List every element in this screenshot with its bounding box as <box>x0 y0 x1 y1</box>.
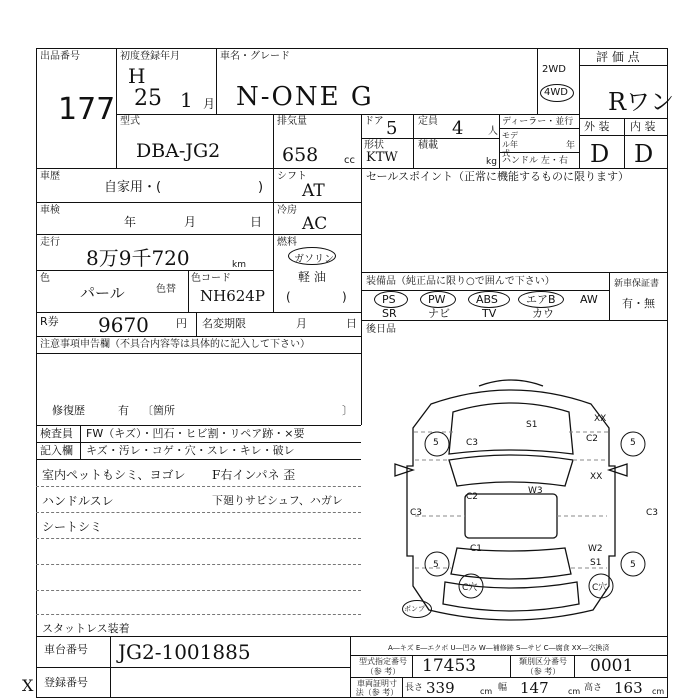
rear-items-label: 後日品 <box>366 324 396 335</box>
divider <box>361 138 499 139</box>
equipment-label: 装備品（純正品に限り○で囲んで下さい） <box>366 276 555 287</box>
equip-sr: SR <box>382 307 397 320</box>
shape-label: 形状 <box>364 140 384 151</box>
interior-label: 内 装 <box>630 120 656 133</box>
history-close: ) <box>258 180 264 195</box>
car-name-value: N-ONE G <box>236 82 374 112</box>
history-options: 自家用・( <box>104 180 162 195</box>
side-mark: X <box>22 676 34 695</box>
warranty-label: 新車保証書 <box>614 279 660 289</box>
month-unit: 月 <box>203 97 216 111</box>
class-no-value: 0001 <box>590 656 634 676</box>
note-line-4: F右インパネ 歪 <box>212 468 296 482</box>
divider <box>413 138 414 168</box>
mark-5-lf: 5 <box>433 438 439 448</box>
capacity-label: 定員 <box>418 116 438 127</box>
chassis-label: 車台番号 <box>44 643 88 656</box>
equip-airbag: エアB <box>526 293 556 306</box>
km-unit: km <box>232 260 246 270</box>
color-value: パール <box>80 284 125 302</box>
class-no-label: 類別区分番号（参 考） <box>519 657 567 676</box>
divider <box>579 135 668 136</box>
car-name-label: 車名・グレード <box>220 51 290 62</box>
equip-tv: TV <box>482 307 497 320</box>
cc-unit: cc <box>344 155 355 166</box>
shift-value: AT <box>302 181 325 201</box>
color-code-label: 色コード <box>191 273 231 284</box>
divider <box>196 312 197 336</box>
equip-abs-circle <box>468 291 510 308</box>
divider <box>361 168 362 336</box>
fw-options: FW（キズ）・凹石・ヒビ割・リペア跡・×要 <box>86 427 305 440</box>
shift-label: シフト <box>277 171 307 182</box>
aircon-value: AC <box>302 214 328 234</box>
warranty-options: 有・無 <box>622 297 655 310</box>
mark-w2-right-rear: W2 <box>588 544 603 554</box>
interior-score: D <box>634 140 654 168</box>
year-value: 25 <box>134 86 162 111</box>
note-line <box>36 486 361 487</box>
shape-value: KTW <box>366 150 398 165</box>
divider <box>499 152 579 153</box>
height-cm: cm <box>652 687 665 696</box>
width-value: 147 <box>520 679 549 697</box>
divider <box>412 655 413 677</box>
handle-label: ハンドル 左・右 <box>502 156 568 166</box>
dealer-label: ディーラー・並行 <box>502 117 574 127</box>
equip-airbag-circle <box>518 291 564 308</box>
mark-c2-left-door: C2 <box>466 492 479 502</box>
record-options: キズ・汚レ・コゲ・穴・スレ・キレ・破レ <box>86 444 295 457</box>
note-line <box>36 590 361 591</box>
equip-ps: PS <box>382 293 396 306</box>
note-line-2: ハンドルスレ <box>42 494 114 508</box>
fuel-diesel: 軽 油 <box>298 270 326 284</box>
length-value: 339 <box>426 679 455 697</box>
fuel-value: ガソリン <box>294 254 334 265</box>
yen-unit: 円 <box>176 317 187 330</box>
color-code-value: NH624P <box>200 287 265 305</box>
divider <box>609 272 610 320</box>
width-label: 幅 <box>498 683 508 693</box>
divider <box>499 114 500 168</box>
mark-xx-right-door: XX <box>590 472 603 482</box>
divider <box>579 48 580 168</box>
note-line <box>36 564 361 565</box>
model-code-value: DBA-JG2 <box>136 140 221 162</box>
divider <box>273 114 274 168</box>
divider <box>36 234 361 235</box>
divider <box>36 353 361 354</box>
mark-s1-right-rear: S1 <box>590 558 602 568</box>
r-ken-value: 9670 <box>98 313 149 337</box>
capacity-value: 4 <box>452 118 464 139</box>
fuel-paren-close: ) <box>342 290 347 304</box>
equip-ps-circle <box>374 291 408 308</box>
mark-5-rr: 5 <box>630 560 636 570</box>
year-unit: 年 <box>566 141 576 151</box>
r-ken-label: R券 <box>40 315 59 328</box>
doors-label: ドア <box>364 116 384 127</box>
name-expiry-label: 名変期限 <box>202 317 246 330</box>
divider <box>36 459 361 460</box>
exterior-label: 外 装 <box>584 120 610 133</box>
mark-c-ana-right: C穴 <box>592 583 608 593</box>
divider <box>273 168 274 312</box>
divider <box>36 442 361 443</box>
divider <box>574 655 575 677</box>
insp-year: 年 <box>124 215 137 229</box>
mark-5-lr: 5 <box>433 560 439 570</box>
fuel-paren: ( <box>286 290 291 304</box>
mark-c3-left-front: C3 <box>466 438 479 448</box>
mileage-label: 走行 <box>40 237 60 248</box>
insp-day: 日 <box>250 215 263 229</box>
divider <box>36 636 668 637</box>
note-line-5: 下廻りサビシュフ、ハガレ <box>212 494 343 507</box>
aircon-label: 冷房 <box>277 205 297 216</box>
divider <box>36 312 361 313</box>
note-line <box>36 614 361 615</box>
mark-xx-right-front: XX <box>594 414 607 424</box>
damage-legend: A―キズ E―エクボ U―凹み W―補修跡 S―サビ C―腐食 XX―交換済 <box>388 644 610 652</box>
insp-month: 月 <box>184 215 197 229</box>
exterior-score: D <box>590 140 610 168</box>
expiry-month: 月 <box>296 317 307 330</box>
height-value: 163 <box>614 679 643 697</box>
repair-ari: 有 <box>118 404 129 417</box>
spec-no-value: 17453 <box>422 656 477 676</box>
mark-5-rf: 5 <box>630 438 636 448</box>
mark-c3-left-side: C3 <box>410 508 423 518</box>
mark-c1-left-rear: C1 <box>470 544 483 554</box>
divider <box>361 114 362 168</box>
equip-pw: PW <box>428 293 446 306</box>
mark-c-ana-left: C穴 <box>462 583 478 593</box>
record-label: 記入欄 <box>40 444 73 457</box>
kg-unit: kg <box>486 157 497 167</box>
car-damage-diagram <box>361 336 668 636</box>
repair-close: 〕 <box>342 404 353 417</box>
divider <box>537 48 538 114</box>
doors-value: 5 <box>386 118 398 139</box>
persons-unit: 人 <box>488 126 498 137</box>
height-label: 高さ <box>584 683 603 693</box>
displacement-label: 排気量 <box>277 116 307 127</box>
length-cm: cm <box>480 687 493 696</box>
note-line-3: シートシミ <box>42 520 103 534</box>
mark-c2-right-front: C2 <box>586 434 599 444</box>
divider <box>36 425 361 426</box>
width-cm: cm <box>568 687 581 696</box>
mark-c3-right-side: C3 <box>646 508 659 518</box>
divider <box>116 48 117 168</box>
equip-navi: ナビ <box>428 307 450 320</box>
equip-aw: AW <box>580 293 598 306</box>
month-value: 1 <box>180 88 193 112</box>
drive-2wd: 2WD <box>542 64 566 75</box>
history-label: 車歴 <box>40 171 60 182</box>
lot-no-value: 177 <box>58 92 116 127</box>
fuel-label: 燃料 <box>277 237 297 248</box>
color-label: 色 <box>40 273 50 284</box>
reg-label: 登録番号 <box>44 676 88 689</box>
divider <box>36 202 361 203</box>
note-line-1: 室内ペットもシミ、ヨゴレ <box>42 468 186 482</box>
repair-label: 修復歴 <box>52 404 85 417</box>
lot-no-label: 出品番号 <box>40 51 80 62</box>
divider <box>188 270 189 312</box>
spec-no-label: 型式指定番号（参 考） <box>359 657 407 676</box>
dims-label: 車両証明寸法（参 考） <box>355 679 399 697</box>
color-change-label: 色替 <box>156 284 176 295</box>
divider <box>499 128 579 129</box>
divider <box>402 677 403 698</box>
model-code-label: 型式 <box>120 116 140 127</box>
equip-abs: ABS <box>476 293 498 306</box>
divider <box>36 667 350 668</box>
equip-pw-circle <box>420 291 456 308</box>
divider <box>216 48 217 114</box>
model-year-label: モデル年式 <box>502 131 518 158</box>
divider <box>36 336 361 337</box>
notes-label: 注意事項申告欄（不具合内容等は具体的に記入して下さい） <box>40 339 310 350</box>
mileage-value: 8万9千720 <box>86 246 190 270</box>
divider <box>350 636 351 698</box>
divider <box>116 114 579 115</box>
mark-s1-hood: S1 <box>526 420 538 430</box>
divider <box>510 655 511 677</box>
sales-point-label: セールスポイント（正常に機能するものに限ります） <box>366 170 630 183</box>
grade-score: Rワン <box>608 88 675 116</box>
chassis-value: JG2-1001885 <box>118 640 251 664</box>
divider <box>361 320 668 321</box>
divider <box>579 65 668 66</box>
divider <box>361 272 668 273</box>
studless-note: スタットレス装着 <box>42 622 130 635</box>
expiry-day: 日 <box>346 317 357 330</box>
eval-label: 評 価 点 <box>596 50 640 64</box>
divider <box>36 168 668 169</box>
divider <box>350 677 668 678</box>
inspection-label: 車検 <box>40 205 60 216</box>
divider <box>413 114 414 138</box>
length-label: 長さ <box>405 683 424 693</box>
repair-place: 〔箇所 <box>142 404 175 417</box>
note-line <box>36 512 361 513</box>
first-reg-label: 初度登録年月 <box>120 51 180 62</box>
equip-cow: カウ <box>532 307 554 320</box>
divider <box>624 118 625 168</box>
drive-4wd: 4WD <box>544 87 568 98</box>
mark-pump: ポンプ <box>404 605 425 613</box>
inspector-label: 検査員 <box>40 427 73 440</box>
mark-w3-roof: W3 <box>528 486 543 496</box>
era-value: H <box>128 64 146 88</box>
load-label: 積載 <box>418 140 438 151</box>
note-line <box>36 538 361 539</box>
divider <box>36 270 273 271</box>
displacement-value: 658 <box>282 144 319 166</box>
